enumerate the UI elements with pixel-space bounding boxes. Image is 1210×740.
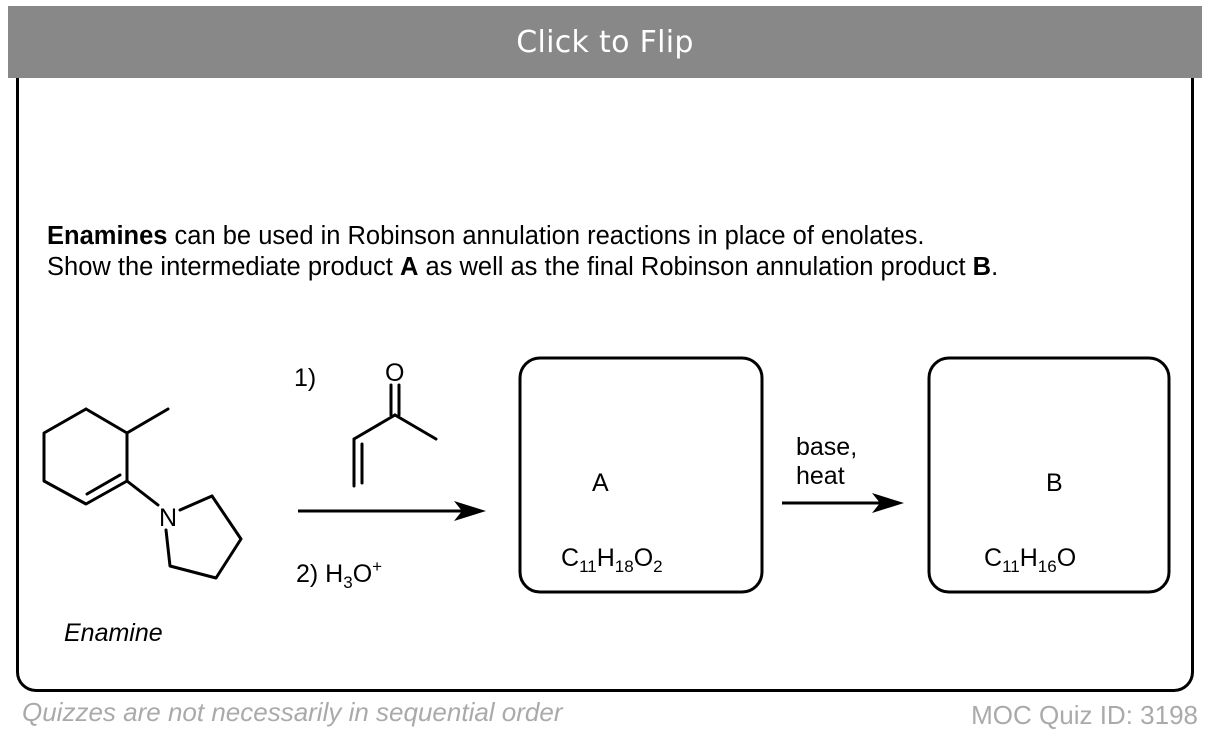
conditions-line1: base, <box>796 433 858 461</box>
product-a-formula: $C_{11}H_{18}O_2$ <box>561 544 663 576</box>
question-line2-pre: Show the intermediate product <box>47 253 400 281</box>
enamine-label: Enamine <box>64 619 163 647</box>
question-bold-b: B <box>972 253 992 281</box>
methyl-vinyl-ketone-structure <box>354 385 436 486</box>
conditions-line2: heat <box>796 462 845 490</box>
nitrogen-atom: N <box>159 504 178 532</box>
question-line2-end: . <box>991 253 999 281</box>
quiz-id: MOC Quiz ID: 3198 <box>971 700 1198 730</box>
oxygen-atom: O <box>385 359 405 387</box>
enamine-structure <box>44 409 241 578</box>
product-a-label: A <box>592 469 609 497</box>
step2-label: 2) $H_3O^+$ <box>296 557 383 592</box>
question-bold-enamines: Enamines <box>47 222 168 250</box>
product-b-formula: $C_{11}H_{16}O$ <box>984 544 1077 576</box>
flip-label: Click to Flip <box>516 24 694 60</box>
question-line1: can be used in Robinson annulation reactions in place of enolates. <box>167 222 925 250</box>
reaction-arrow-2 <box>782 493 904 513</box>
sequence-note: Quizzes are not necessarily in sequential order <box>22 697 563 727</box>
reaction-arrow-1 <box>298 501 486 521</box>
question-line2-mid: as well as the final Robinson annulation product <box>418 253 973 281</box>
question-bold-a: A <box>399 253 419 281</box>
step1-label: 1) <box>294 364 317 392</box>
product-b-label: B <box>1046 469 1063 497</box>
